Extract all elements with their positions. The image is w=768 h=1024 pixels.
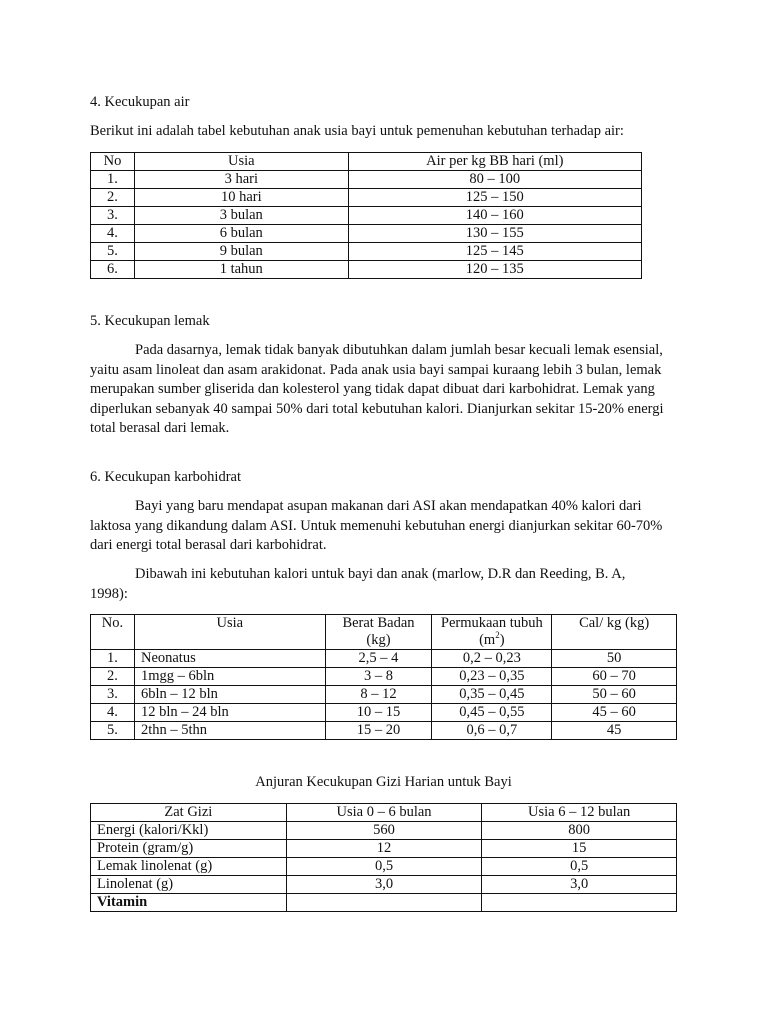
gizi-table-caption: Anjuran Kecukupan Gizi Harian untuk Bayi xyxy=(255,774,512,790)
cell-permukaan: 0,23 – 0,35 xyxy=(432,668,552,686)
section6-paragraph2: Dibawah ini kebutuhan kalori untuk bayi dan anak (marlow, D.R dan Reeding, B. A, 1998): xyxy=(90,566,626,602)
section5-heading: 5. Kecukupan lemak xyxy=(90,313,210,329)
cell-no: 1. xyxy=(91,171,135,189)
cell-no: 4. xyxy=(91,225,135,243)
col-header-zat-gizi: Zat Gizi xyxy=(91,804,287,822)
table-row xyxy=(91,189,642,207)
cell-air: 125 – 150 xyxy=(348,189,641,207)
calorie-needs-table xyxy=(90,614,677,740)
col-header-6-12: Usia 6 – 12 bulan xyxy=(482,804,677,822)
cell-cal: 60 – 70 xyxy=(552,668,677,686)
cell-6-12: 0,5 xyxy=(482,858,677,876)
col-header-0-6: Usia 0 – 6 bulan xyxy=(286,804,482,822)
cell-no: 5. xyxy=(91,722,135,740)
table-row xyxy=(91,894,677,912)
cell-cal: 50 xyxy=(552,650,677,668)
table-row xyxy=(91,668,677,686)
section6-paragraph1: Bayi yang baru mendapat asupan makanan dari ASI akan mendapatkan 40% kalori dari laktosa yang dikandung dalam ASI. Untuk memenuhi kebutuhan energi dianjurkan sekitar 60-70% dari energi total berasal dari karbohidrat. xyxy=(90,498,663,553)
cell-usia: 9 bulan xyxy=(134,243,348,261)
col-header-air: Air per kg BB hari (ml) xyxy=(348,153,641,171)
cell-air: 130 – 155 xyxy=(348,225,641,243)
cell-nutrient: Energi (kalori/Kkl) xyxy=(91,822,287,840)
cell-air: 80 – 100 xyxy=(348,171,641,189)
cell-cal: 50 – 60 xyxy=(552,686,677,704)
permukaan-label: Permukaan tubuh (m xyxy=(440,615,543,648)
cell-no: 3. xyxy=(91,686,135,704)
cell-berat: 15 – 20 xyxy=(325,722,432,740)
table-row xyxy=(91,207,642,225)
section4-heading: 4. Kecukupan air xyxy=(90,94,190,110)
table-header-row xyxy=(91,615,677,650)
col-header-no: No. xyxy=(91,615,135,650)
col-header-berat: Berat Badan (kg) xyxy=(325,615,432,650)
cell-air: 120 – 135 xyxy=(348,261,641,279)
cell-0-6: 3,0 xyxy=(286,876,482,894)
cell-0-6: 560 xyxy=(286,822,482,840)
cell-usia: 10 hari xyxy=(134,189,348,207)
cell-no: 2. xyxy=(91,668,135,686)
water-needs-table xyxy=(90,152,642,279)
section5-paragraph: Pada dasarnya, lemak tidak banyak dibutuhkan dalam jumlah besar kecuali lemak esensial, yaitu asam linoleat dan asam arakidonat. Pada anak usia bayi sampai kuraang lebih 3 bulan, lemak merupakan sumber gliserida dan kolesterol yang tidak dapat dibuat dari karbohidrat. Lemak yang diperlukan sebanyak 40 sampai 50% dari total kebutuhan kalori. Dianjurkan sekitar 15-20% energi total berasal dari lemak. xyxy=(90,342,664,436)
cell-0-6: 12 xyxy=(286,840,482,858)
permukaan-close: ) xyxy=(499,632,505,648)
col-header-cal: Cal/ kg (kg) xyxy=(552,615,677,650)
cell-0-6: 0,5 xyxy=(286,858,482,876)
permukaan-exponent: 2 xyxy=(495,630,500,641)
cell-6-12: 800 xyxy=(482,822,677,840)
cell-no: 4. xyxy=(91,704,135,722)
cell-air: 140 – 160 xyxy=(348,207,641,225)
cell-usia: 1 tahun xyxy=(134,261,348,279)
cell-6-12: 3,0 xyxy=(482,876,677,894)
cell-vitamin-label: Vitamin xyxy=(91,894,287,912)
table-row xyxy=(91,722,677,740)
cell-berat: 3 – 8 xyxy=(325,668,432,686)
section4-intro: Berikut ini adalah tabel kebutuhan anak usia bayi untuk pemenuhan kebutuhan terhadap air: xyxy=(90,123,624,139)
cell-no: 3. xyxy=(91,207,135,225)
table-row xyxy=(91,243,642,261)
cell-no: 2. xyxy=(91,189,135,207)
cell-usia: Neonatus xyxy=(134,650,325,668)
col-header-no: No xyxy=(91,153,135,171)
cell-no: 6. xyxy=(91,261,135,279)
col-header-usia: Usia xyxy=(134,615,325,650)
cell-no: 5. xyxy=(91,243,135,261)
cell-empty xyxy=(482,894,677,912)
cell-permukaan: 0,45 – 0,55 xyxy=(432,704,552,722)
cell-berat: 2,5 – 4 xyxy=(325,650,432,668)
cell-usia: 1mgg – 6bln xyxy=(134,668,325,686)
table-row xyxy=(91,858,677,876)
cell-usia: 6 bulan xyxy=(134,225,348,243)
daily-nutrition-table xyxy=(90,803,677,912)
table-row xyxy=(91,704,677,722)
section6-heading: 6. Kecukupan karbohidrat xyxy=(90,469,241,485)
table-row xyxy=(91,171,642,189)
cell-air: 125 – 145 xyxy=(348,243,641,261)
table-header-row xyxy=(91,804,677,822)
col-header-permukaan xyxy=(432,615,552,650)
cell-no: 1. xyxy=(91,650,135,668)
cell-cal: 45 xyxy=(552,722,677,740)
cell-nutrient: Lemak linolenat (g) xyxy=(91,858,287,876)
cell-empty xyxy=(286,894,482,912)
cell-permukaan: 0,2 – 0,23 xyxy=(432,650,552,668)
table-row xyxy=(91,261,642,279)
cell-berat: 10 – 15 xyxy=(325,704,432,722)
table-row xyxy=(91,686,677,704)
cell-permukaan: 0,35 – 0,45 xyxy=(432,686,552,704)
table-row xyxy=(91,225,642,243)
cell-usia: 3 hari xyxy=(134,171,348,189)
table-row xyxy=(91,876,677,894)
cell-berat: 8 – 12 xyxy=(325,686,432,704)
cell-permukaan: 0,6 – 0,7 xyxy=(432,722,552,740)
cell-nutrient: Linolenat (g) xyxy=(91,876,287,894)
cell-usia: 3 bulan xyxy=(134,207,348,225)
table-row xyxy=(91,840,677,858)
col-header-usia: Usia xyxy=(134,153,348,171)
cell-usia: 12 bln – 24 bln xyxy=(134,704,325,722)
cell-usia: 6bln – 12 bln xyxy=(134,686,325,704)
cell-cal: 45 – 60 xyxy=(552,704,677,722)
cell-nutrient: Protein (gram/g) xyxy=(91,840,287,858)
cell-usia: 2thn – 5thn xyxy=(134,722,325,740)
table-row xyxy=(91,822,677,840)
table-row xyxy=(91,650,677,668)
table-header-row xyxy=(91,153,642,171)
cell-6-12: 15 xyxy=(482,840,677,858)
